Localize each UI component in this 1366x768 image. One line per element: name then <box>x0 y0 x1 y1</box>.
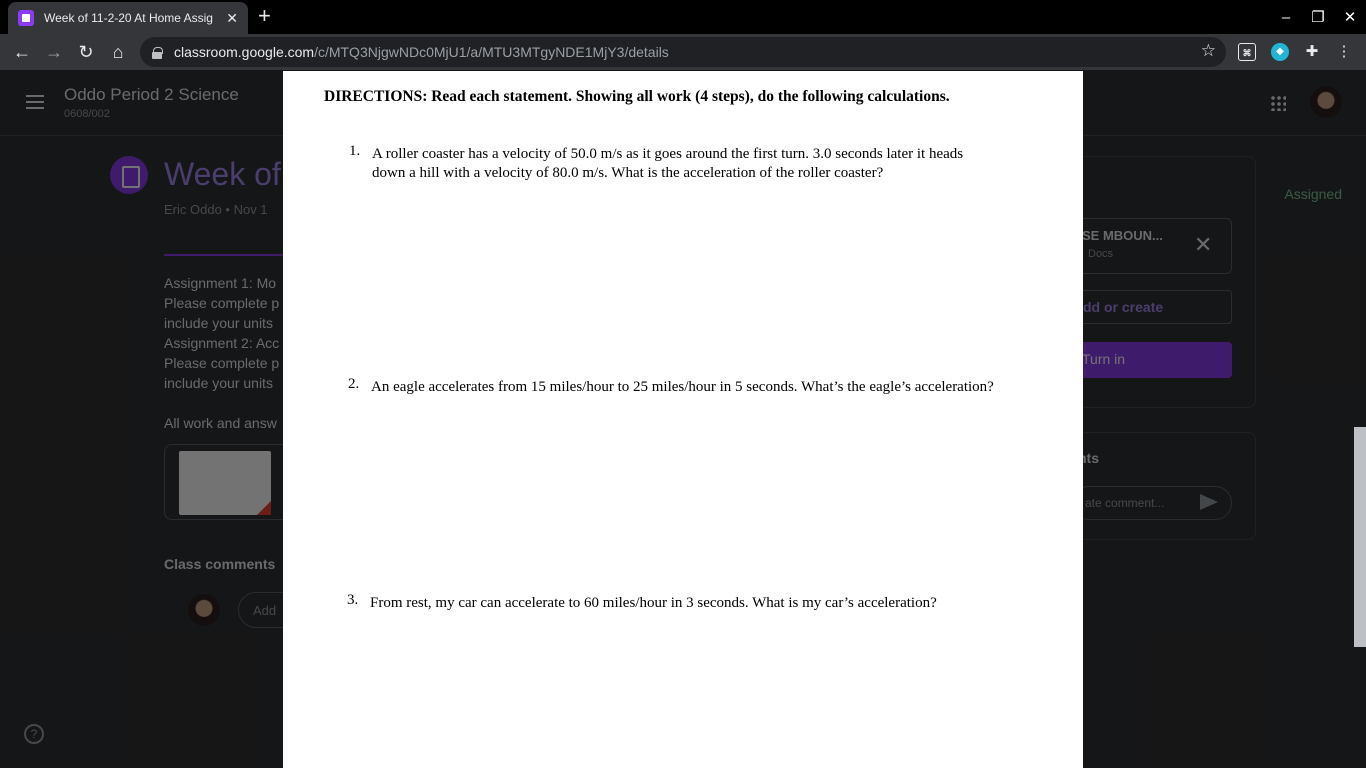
browser-tab-bar <box>0 0 1366 34</box>
minimize-icon[interactable]: – <box>1281 8 1291 26</box>
browser-menu-icon[interactable]: ⋮ <box>1336 43 1352 60</box>
new-tab-button[interactable]: + <box>258 3 271 28</box>
question-text: An eagle accelerates from 15 miles/hour to 25 miles/hour in 5 seconds. What’s the eagle’s acceleration? <box>371 379 994 395</box>
classroom-favicon-icon <box>18 10 34 26</box>
restore-icon[interactable]: ❐ <box>1311 9 1325 26</box>
extension-icon[interactable]: ⌘ <box>1238 43 1256 61</box>
browser-tab[interactable] <box>8 2 248 34</box>
question-number: 3. <box>347 592 359 608</box>
question-text: From rest, my car can accelerate to 60 miles/hour in 3 seconds. What is my car’s acceleration? <box>370 595 937 611</box>
extension-badge-icon[interactable]: ◆ <box>1271 43 1289 61</box>
back-icon[interactable]: ← <box>13 42 31 62</box>
question-text: down a hill with a velocity of 80.0 m/s. What is the acceleration of the roller coaster? <box>372 165 884 181</box>
window-controls <box>1270 0 1366 34</box>
document-page <box>283 71 1083 768</box>
extensions-puzzle-icon[interactable]: ✚ <box>1305 43 1319 60</box>
bookmark-star-icon[interactable]: ☆ <box>1200 41 1216 60</box>
lock-icon[interactable] <box>152 47 162 58</box>
tab-title: Week of 11-2-20 At Home Assig <box>44 11 213 25</box>
question-text: A roller coaster has a velocity of 50.0 m/s as it goes around the first turn. 3.0 seconds later it heads <box>372 146 964 162</box>
reload-icon[interactable]: ↻ <box>78 42 94 62</box>
close-window-icon[interactable]: ✕ <box>1343 9 1357 26</box>
url-host: classroom.google.com <box>174 44 315 60</box>
directions-text: DIRECTIONS: Read each statement. Showing all work (4 steps), do the following calculations. <box>324 88 950 105</box>
question-number: 2. <box>348 376 360 392</box>
browser-toolbar <box>0 34 1366 70</box>
home-icon[interactable]: ⌂ <box>112 42 124 62</box>
tab-close-icon[interactable]: ✕ <box>226 9 238 26</box>
viewer-scrollbar[interactable] <box>1354 427 1366 647</box>
url-path: /c/MTQ3NjgwNDc0MjU1/a/MTU3MTgyNDE1MjY3/details <box>314 44 669 60</box>
question-number: 1. <box>349 143 361 159</box>
address-bar[interactable] <box>140 37 1226 67</box>
forward-icon[interactable]: → <box>45 42 63 62</box>
